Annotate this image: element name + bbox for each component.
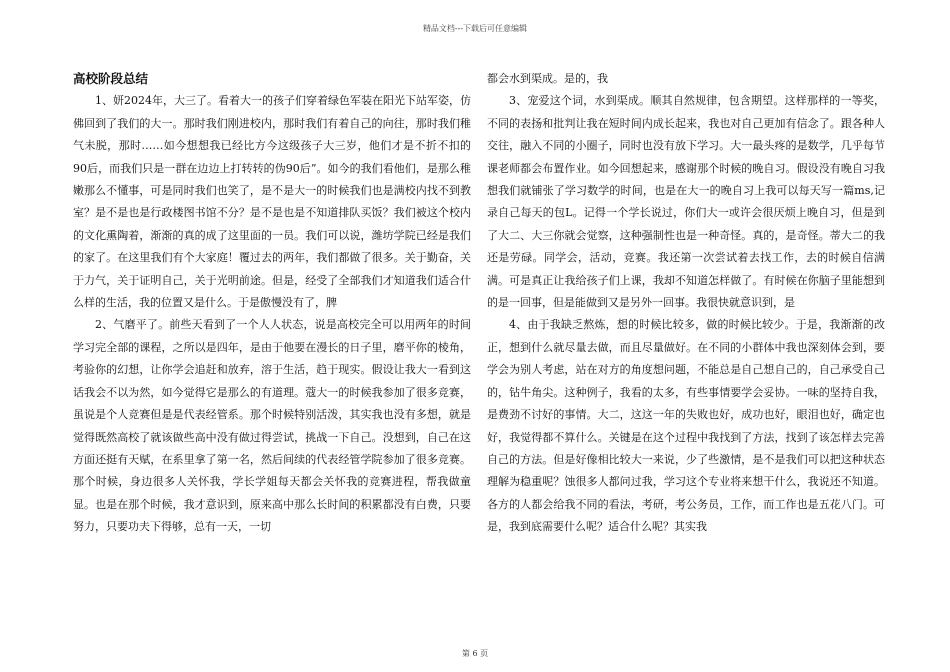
paragraph: 1、妍2024年，大三了。看着大一的孩子们穿着绿色军装在阳光下站军姿，仿佛回到了我们的大一。那时我们刚进校内，那时我们有着自己的向往，那时我们稚气未脱，那时……如今想想我已经比方今这级孩子大三岁，他们才是不折不扣的90后，而我们只是一群在边边上打转转的伪90后”。如今的我们看他们，是那么稚嫩那么不懂事，可是同时我们也笑了，是不是大一的时候我们也是满校内找不到教室？是不是也是行政楼图书馆不分？是不是也是不知道排队买饭？我们被这个校内的文化熏陶着，渐渐的真的成了这里面的一员。我们可以说，潍坊学院已经是我们的家了。在这里我们有个大家庭！覆过去的两年，我们都做了很多。关于勤奋，关于力气，关于证明自己，关于光明前途。但是，经受了全部我们才知道我们适合什么样的生活，我的位置又是什么。于是傲慢没有了，脾	[73, 94, 471, 310]
page-number: 第 6 页	[461, 649, 489, 658]
paragraph: 3、宠爱这个词，水到渠成。顺其自然规律，包含期望。这样那样的一等奖，不同的表扬和批判让我在短时间内成长起来，我也对自己更加有信念了。跟各种人交往，融入不同的小圈子，同时也没有放下学习。大一最头疼的是数学，几乎每节课老师都会布置作业。如今回想起来，感谢那个时候的晚自习。假设没有晚自习我想我们就铺张了学习数学的时间，也是在大一的晚自习上我可以每天写一篇ms,记录自己每天的包L。记得一个学长说过，你们大一或许会很厌烦上晚自习，但是到了大二、大三你就会觉察，这种强制性也是一种奇怪。真的，是奇怪。蒂大二的我还是劳碌。同学会，活动，竞赛。我还第一次尝试着去找工作，去的时候自信满满。可是真正让我给孩子们上课，我却不知道怎样做了。有时候在你脑子里能想到的是一回事，但是能做到又是另外一回事。我很快就意识到，是	[487, 94, 885, 310]
right-column	[487, 68, 885, 539]
left-column	[73, 68, 471, 539]
document-title: 高校阶段总结	[73, 71, 149, 86]
page-header: 精品文档---下载后可任意编辑	[422, 24, 528, 33]
paragraph: 4、由于我缺乏熬炼，想的时候比较多，做的时候比较少。于是，我渐渐的改正，想到什么就尽量去做，而且尽量做好。在不同的小群体中我也深刻体会到，要学会为别人考虑，站在对方的角度想问题，不能总是自己想自己的，自己承受自己的，钻牛角尖。这种例子，我看的太多，有些事情要学会妥协。一味的坚持自我，是费劲不讨好的事情。大二，这这一年的失败也好，成功也好，眼泪也好，确定也好，我觉得都不算什么。关键是在这个过程中我找到了方法，找到了该怎样去完善自己的方法。但是好像相比较大一来说，少了些激情，是不是我们可以把这种状态理解为稳重呢？蚀很多人都问过我，学习这个专业将来想干什么，我说还不知道。各方的人都会给我不同的看法，考研，考公务员，工作，而工作也是五花八门。可是，我到底需要什么呢？适合什么呢？其实我	[487, 318, 885, 534]
paragraph-continuation: 都会水到渠成。是的，我	[487, 72, 608, 85]
paragraph: 2、气磨平了。前些天看到了一个人人状态，说是高校完全可以用两年的时间学习完全部的课程，之所以是四年，是由于他要在漫长的日子里，磨平你的棱角，考验你的幻想，让你学会追赶和放弃，溶于生活，趋于现实。假设让我大一看到这话我会不以为然，如今觉得它是那么的有道理。蔻大一的时候我参加了很多竞赛，虽说是个人竞赛但是是代表经管系。那个时候特别活泼，其实我也没有多想，就是觉得既然高校了就该做些高中没有做过得尝试，挑战一下自己。没想到，自己在这方面还挺有天赋，在系里拿了第一名，然后间续的代表经管学院参加了很多竞赛。那个时候，身边很多人关怀我，学长学姐每天都会关怀我的竞赛进程，帮我做童显。也是在那个时候，我才意识到，原来高中那么长时间的积累都没有白费，只要努力，只要功夫下得够，总有一天，一切	[73, 318, 471, 534]
